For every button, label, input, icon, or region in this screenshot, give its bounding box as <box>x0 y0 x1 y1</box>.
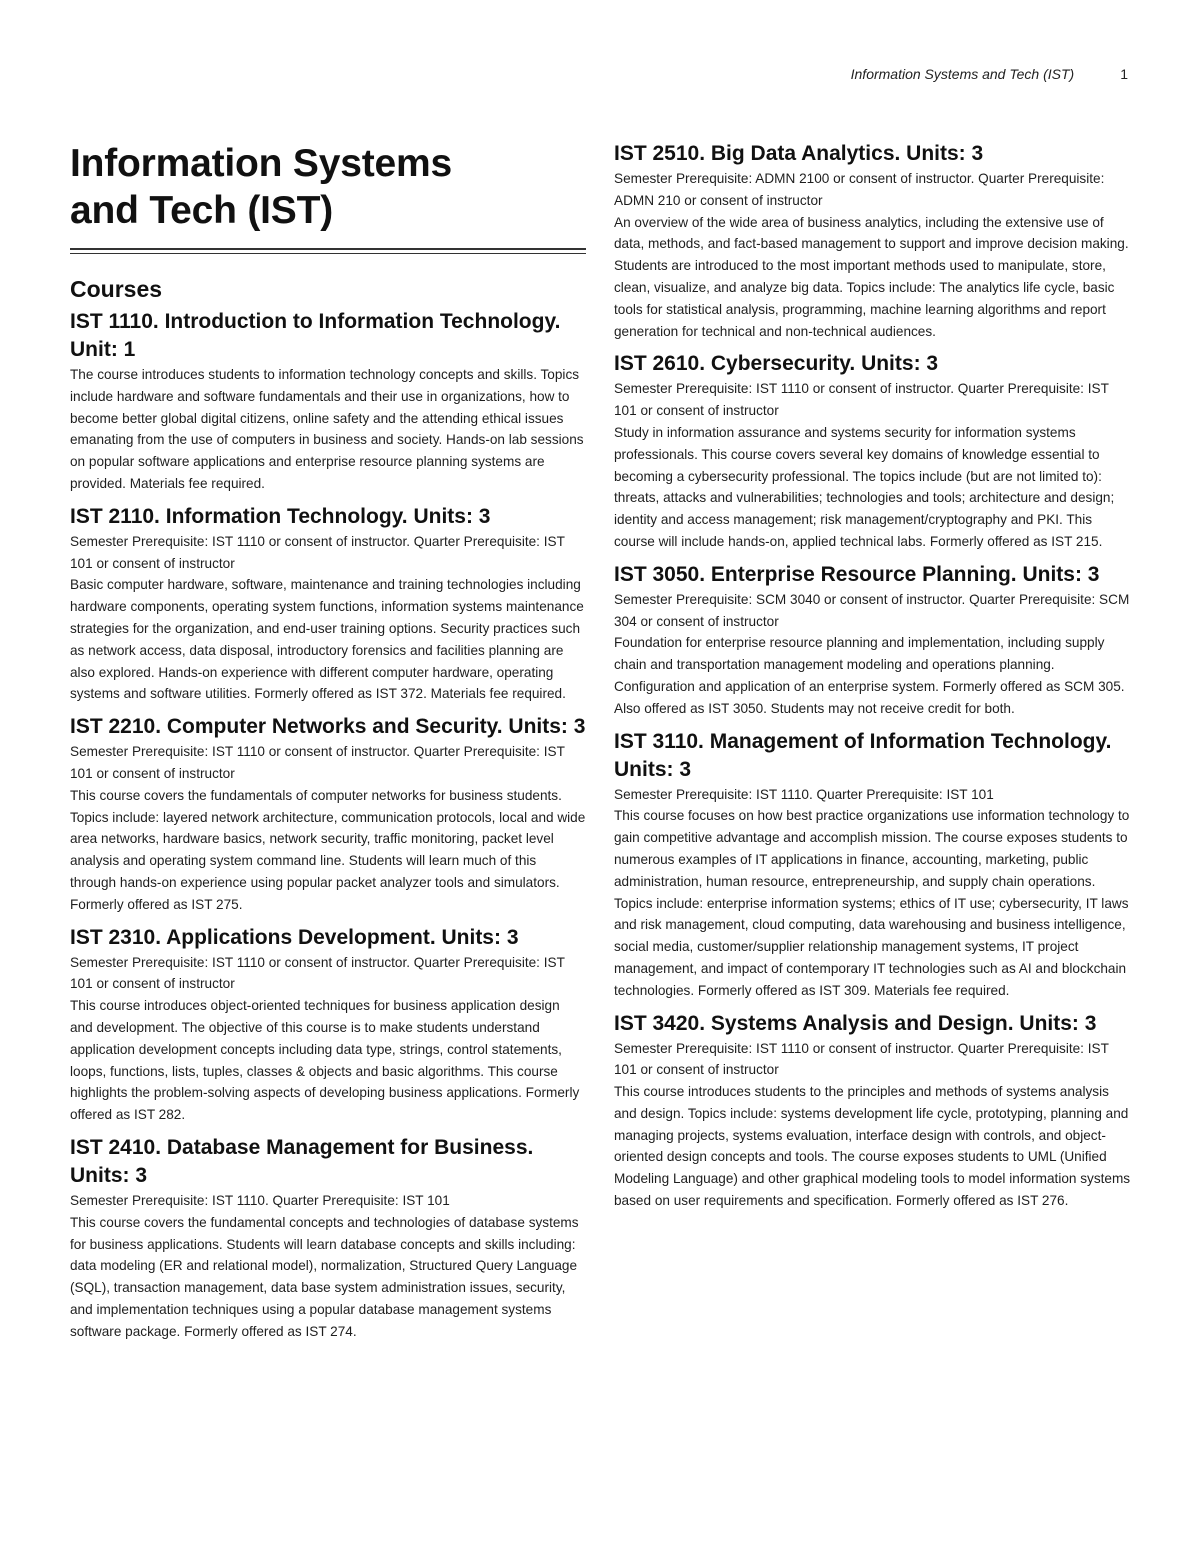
course-entry <box>614 350 1134 552</box>
course-description: This course introduces object-oriented techniques for business application design and development. The objective of this course is to make students understand application development concepts including data type, strings, control statements, loops, functions, lists, tuples, classes & objects and basic algorithms. This course highlights the problem-solving aspects of developing business applications. Formerly offered as IST 282. <box>70 998 580 1123</box>
course-title: IST 2510. Big Data Analytics. Units: 3 <box>614 142 984 165</box>
course-description: The course introduces students to information technology concepts and skills. Topics include hardware and software fundamentals and their use in organizations, how to become better global digital citizens, online safety and the attending ethical issues emanating from the use of computers in business and society. Hands-on lab sessions on popular software applications and enterprise resource planning systems are provided. Materials fee required. <box>70 367 584 491</box>
section-heading: Courses <box>70 276 163 302</box>
course-description: Foundation for enterprise resource planning and implementation, including supply chain and transportation management modeling and operations planning. Configuration and application of an enterprise system. Formerly offered as SCM 305. Also offered as IST 3050. Students may not receive credit for both. <box>614 635 1125 716</box>
course-prerequisite: Semester Prerequisite: IST 1110 or consent of instructor. Quarter Prerequisite: IST 101 or consent of instructor <box>70 533 565 571</box>
course-description: This course focuses on how best practice organizations use information technology to gain competitive advantage and accomplish mission. The course exposes students to numerous examples of IT applications in finance, accounting, marketing, public administration, human resource, entrepreneurship, and supply chain operations. Topics include: enterprise information systems; ethics of IT use; cybersecurity, IT laws and risk management, cloud computing, data warehousing and business intelligence, social media, customer/supplier relationship management systems, IT project management, and impact of contemporary IT technologies such as AI and blockchain technologies. Formerly offered as IST 309. Materials fee required. <box>614 808 1130 998</box>
running-title: Information Systems and Tech (IST) <box>850 66 1075 82</box>
course-title: IST 2410. Database Management for Business. Units: 3 <box>70 1135 534 1187</box>
course-prerequisite: Semester Prerequisite: IST 1110. Quarter Prerequisite: IST 101 <box>70 1192 450 1208</box>
course-entry <box>70 924 586 1126</box>
page-title <box>70 140 586 234</box>
course-prerequisite: Semester Prerequisite: IST 1110 or consent of instructor. Quarter Prerequisite: IST 101 or consent of instructor <box>614 381 1109 419</box>
course-description: An overview of the wide area of business analytics, including the extensive use of data, methods, and fact-based management to support and improve decision making. Students are introduced to the most important methods used to manipulate, store, clean, visualize, and analyze big data. Topics include: The analytics life cycle, basic tools for statistical analysis, programming, machine learning algorithms and report generation for technical and non-technical audiences. <box>614 214 1129 339</box>
course-title: IST 3110. Management of Information Technology. Units: 3 <box>614 729 1112 781</box>
title-divider <box>70 248 586 254</box>
course-prerequisite: Semester Prerequisite: IST 1110 or consent of instructor. Quarter Prerequisite: IST 101 or consent of instructor <box>70 744 565 781</box>
course-title: IST 2210. Computer Networks and Security. Units: 3 <box>70 715 586 739</box>
course-prerequisite: Semester Prerequisite: SCM 3040 or consent of instructor. Quarter Prerequisite: SCM 304 or consent of instructor <box>614 591 1130 629</box>
course-title: IST 3050. Enterprise Resource Planning. Units: 3 <box>614 562 1100 586</box>
course-entry <box>70 308 586 495</box>
left-column <box>70 140 586 1342</box>
course-entry <box>614 1010 1134 1212</box>
course-prerequisite: Semester Prerequisite: IST 1110. Quarter Prerequisite: IST 101 <box>614 786 994 802</box>
course-entry <box>614 561 1134 720</box>
course-description: This course covers the fundamentals of computer networks for business students. Topics include: layered network architecture, communication protocols, local and wide area networks, hardware basics, network security, traffic monitoring, packet level analysis and operating system command line. Students will learn much of this through hands-on experience using popular packet analyzer tools and simulators. Formerly offered as IST 275. <box>70 787 586 912</box>
course-title: IST 2310. Applications Development. Units: 3 <box>70 925 519 949</box>
course-entry <box>614 140 1134 342</box>
course-description: Study in information assurance and systems security for information systems professionals. This course covers several key domains of knowledge essential to becoming a cybersecurity professional. The topics include (but are not limited to): threats, attacks and vulnerabilities; technologies and tools; architecture and design; identity and access management; risk management/cryptography and PKI. This course will include hands-on, applied technical labs. Formerly offered as IST 215. <box>614 424 1115 549</box>
course-title: IST 1110. Introduction to Information Technology. Unit: 1 <box>70 310 561 361</box>
course-title: IST 2610. Cybersecurity. Units: 3 <box>614 352 939 376</box>
course-description: Basic computer hardware, software, maintenance and training technologies including hardware components, operating system functions, information systems maintenance strategies for the organization, and end-user training options. Security practices such as network access, data disposal, introductory forensics and facilities planning are also explored. Hands-on experience with different computer hardware, operating systems and software utilities. Formerly offered as IST 372. Materials fee required. <box>70 577 584 702</box>
page-title-line1: Information Systems <box>70 142 452 185</box>
running-header <box>0 66 1128 82</box>
page-number: 1 <box>1120 66 1128 82</box>
page-title-line2: and Tech (IST) <box>70 189 333 232</box>
course-title: IST 3420. Systems Analysis and Design. Units: 3 <box>614 1011 1097 1035</box>
course-prerequisite: Semester Prerequisite: ADMN 2100 or consent of instructor. Quarter Prerequisite: ADMN 210 or consent of instructor <box>614 171 1105 208</box>
right-column <box>614 140 1134 1212</box>
course-entry <box>614 728 1134 1002</box>
course-title: IST 2110. Information Technology. Units: 3 <box>70 504 491 528</box>
course-prerequisite: Semester Prerequisite: IST 1110 or consent of instructor. Quarter Prerequisite: IST 101 or consent of instructor <box>70 954 565 992</box>
course-description: This course introduces students to the principles and methods of systems analysis and design. Topics include: systems development life cycle, prototyping, planning and managing projects, systems evaluation, interface design with controls, and object-oriented design concepts and tools. The course exposes students to UML (Unified Modeling Language) and other graphical modeling tools to model information systems based on user requirements and specification. Formerly offered as IST 276. <box>614 1084 1131 1209</box>
course-entry <box>70 1134 586 1343</box>
course-prerequisite: Semester Prerequisite: IST 1110 or consent of instructor. Quarter Prerequisite: IST 101 or consent of instructor <box>614 1040 1109 1078</box>
course-entry <box>70 713 586 915</box>
course-description: This course covers the fundamental concepts and technologies of database systems for business applications. Students will learn database concepts and skills including: data modeling (ER and relational model), normalization, Structured Query Language (SQL), transaction management, data base system administration issues, security, and implementation techniques using a popular database management systems software package. Formerly offered as IST 274. <box>70 1214 579 1339</box>
course-entry <box>70 503 586 705</box>
